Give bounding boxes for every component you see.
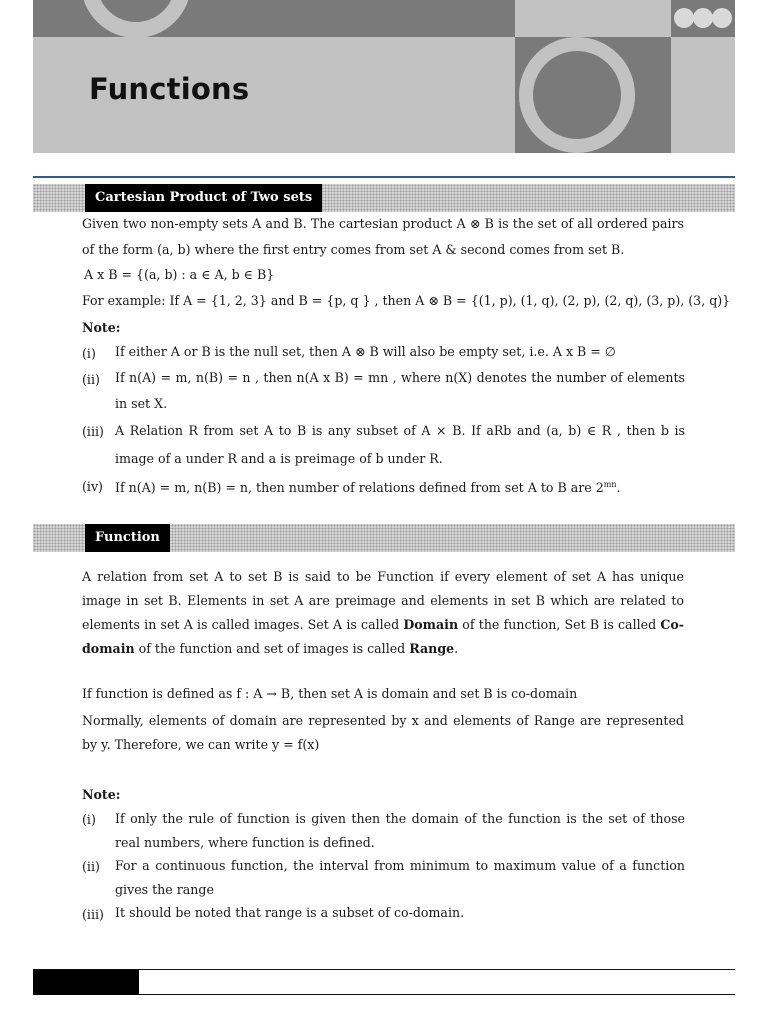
banner-dot <box>693 8 713 28</box>
banner-ring-decoration <box>519 37 635 153</box>
para-text: of the function and set of images is called <box>134 641 410 656</box>
intro-line-1: Given two non-empty sets A and B. The cartesian product A ⊗ B is the set of all ordered pairs <box>82 216 684 231</box>
banner-dots-block <box>671 0 735 37</box>
note-number: (iii) <box>82 907 104 922</box>
term-domain: Domain <box>403 617 459 632</box>
footer-black-block <box>33 970 139 995</box>
superscript-mn: mn <box>603 480 617 489</box>
note-number: (iv) <box>82 479 103 494</box>
note-item: It should be noted that range is a subset of co-domain. <box>115 905 465 920</box>
cartesian-definition: A x B = {(a, b) : a ∈ A, b ∈ B} <box>84 267 275 282</box>
term-range: Range <box>409 641 455 656</box>
note-item: A Relation R from set A to B is any subset of A × B. If aRb and (a, b) ∈ R , then b is image of a under R and a is preimage of b under R. <box>115 423 685 466</box>
note-item: If n(A) = m, n(B) = n , then n(A x B) = mn , where n(X) denotes the number of elements in set X. <box>115 370 685 411</box>
note-number: (iii) <box>82 424 104 439</box>
note-item: For a continuous function, the interval from minimum to maximum value of a function gives the range <box>115 858 685 897</box>
note-item <box>115 472 685 501</box>
note-number: (i) <box>82 346 96 361</box>
banner-dot <box>712 8 732 28</box>
page-title: Functions <box>89 72 250 106</box>
example-line: For example: If A = {1, 2, 3} and B = {p, q } , then A ⊗ B = {(1, p), (1, q), (2, p), (2, q), (3, p), (3, q)} <box>82 293 731 308</box>
footer-bottom-rule <box>139 994 735 995</box>
note-label: Note: <box>82 787 121 802</box>
banner-dot <box>674 8 694 28</box>
para-text: A relation from set A to set B is said to be Function if every element of set A has unique image in set B. Elements in set A are preimage and elements in set B which are related to elements in set A is called images. Set A is called <box>82 569 684 632</box>
function-definition-paragraph <box>82 565 684 661</box>
note-number: (ii) <box>82 859 100 874</box>
section-heading-cartesian: Cartesian Product of Two sets <box>85 184 322 212</box>
domain-range-paragraph: Normally, elements of domain are represented by x and elements of Range are represented by y. Therefore, we can write y = f(x) <box>82 713 684 752</box>
banner-dark-block <box>515 37 671 153</box>
note-text: If n(A) = m, n(B) = n, then number of relations defined from set A to B are 2 <box>115 480 604 496</box>
note-label: Note: <box>82 320 121 335</box>
note-number: (i) <box>82 812 96 827</box>
note-text-end: . <box>616 480 621 496</box>
note-item: If only the rule of function is given then the domain of the function is the set of those real numbers, where function is defined. <box>115 811 685 850</box>
note-number: (ii) <box>82 372 100 387</box>
term-codomain: Co-domain <box>82 617 684 656</box>
function-notation-line: If function is defined as f : A → B, then set A is domain and set B is co-domain <box>82 686 578 701</box>
intro-line-2: of the form (a, b) where the first entry comes from set A & second comes from set B. <box>82 242 625 257</box>
section-heading-function: Function <box>85 524 170 552</box>
para-text: . <box>454 641 459 656</box>
top-divider <box>33 176 735 178</box>
note-item: If either A or B is the null set, then A ⊗ B will also be empty set, i.e. A x B = ∅ <box>115 344 616 359</box>
para-text: of the function, Set B is called <box>458 617 661 632</box>
